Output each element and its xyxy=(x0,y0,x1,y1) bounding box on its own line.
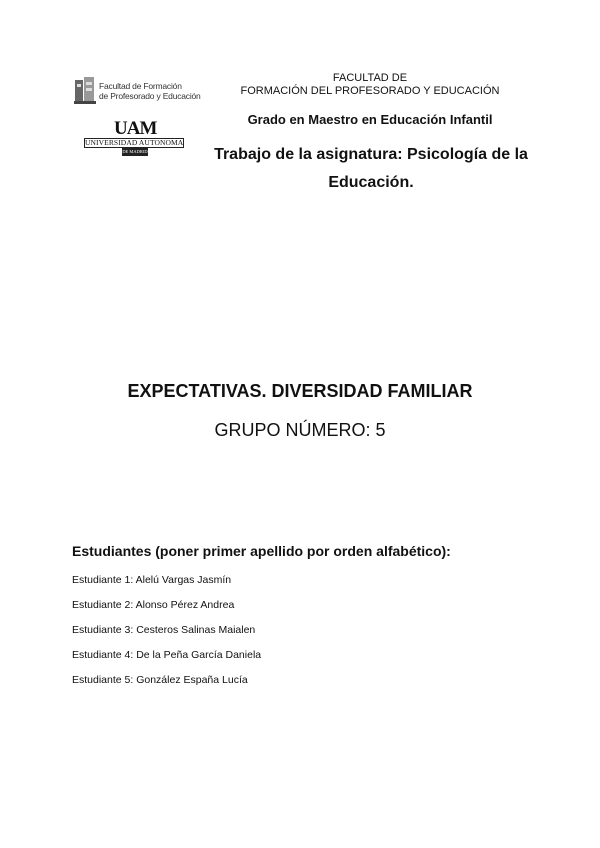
student-item: Estudiante 5: González España Lucía xyxy=(72,674,248,686)
uam-logo-name: UNIVERSIDAD AUTONOMA xyxy=(85,138,184,147)
document-title: EXPECTATIVAS. DIVERSIDAD FAMILIAR xyxy=(127,381,473,401)
uam-logo xyxy=(84,120,186,158)
student-item: Estudiante 4: De la Peña García Daniela xyxy=(72,649,262,661)
students-heading: Estudiantes (poner primer apellido por orden alfabético): xyxy=(72,543,451,559)
faculty-header xyxy=(200,72,540,98)
degree-title: Grado en Maestro en Educación Infantil xyxy=(247,112,493,127)
group-number: GRUPO NÚMERO: 5 xyxy=(214,420,386,440)
student-item: Estudiante 3: Cesteros Salinas Maialen xyxy=(72,624,256,636)
faculty-logo xyxy=(74,74,201,106)
faculty-line2: FORMACIÓN DEL PROFESORADO Y EDUCACIÓN xyxy=(240,85,500,97)
uam-logo-sub: DE MADRID xyxy=(122,149,148,154)
uam-logo-letters: UAM xyxy=(114,118,157,139)
faculty-line1: FACULTAD DE xyxy=(332,72,408,84)
faculty-logo-line2: de Profesorado y Educación xyxy=(99,91,201,101)
student-item: Estudiante 1: Alelú Vargas Jasmín xyxy=(72,574,232,586)
faculty-logo-line1: Facultad de Formación xyxy=(99,81,182,91)
student-list xyxy=(72,573,532,698)
subject-title: Trabajo de la asignatura: Psicología de la Educación. xyxy=(214,146,528,191)
faculty-emblem-icon xyxy=(74,76,96,104)
student-item: Estudiante 2: Alonso Pérez Andrea xyxy=(72,599,235,611)
